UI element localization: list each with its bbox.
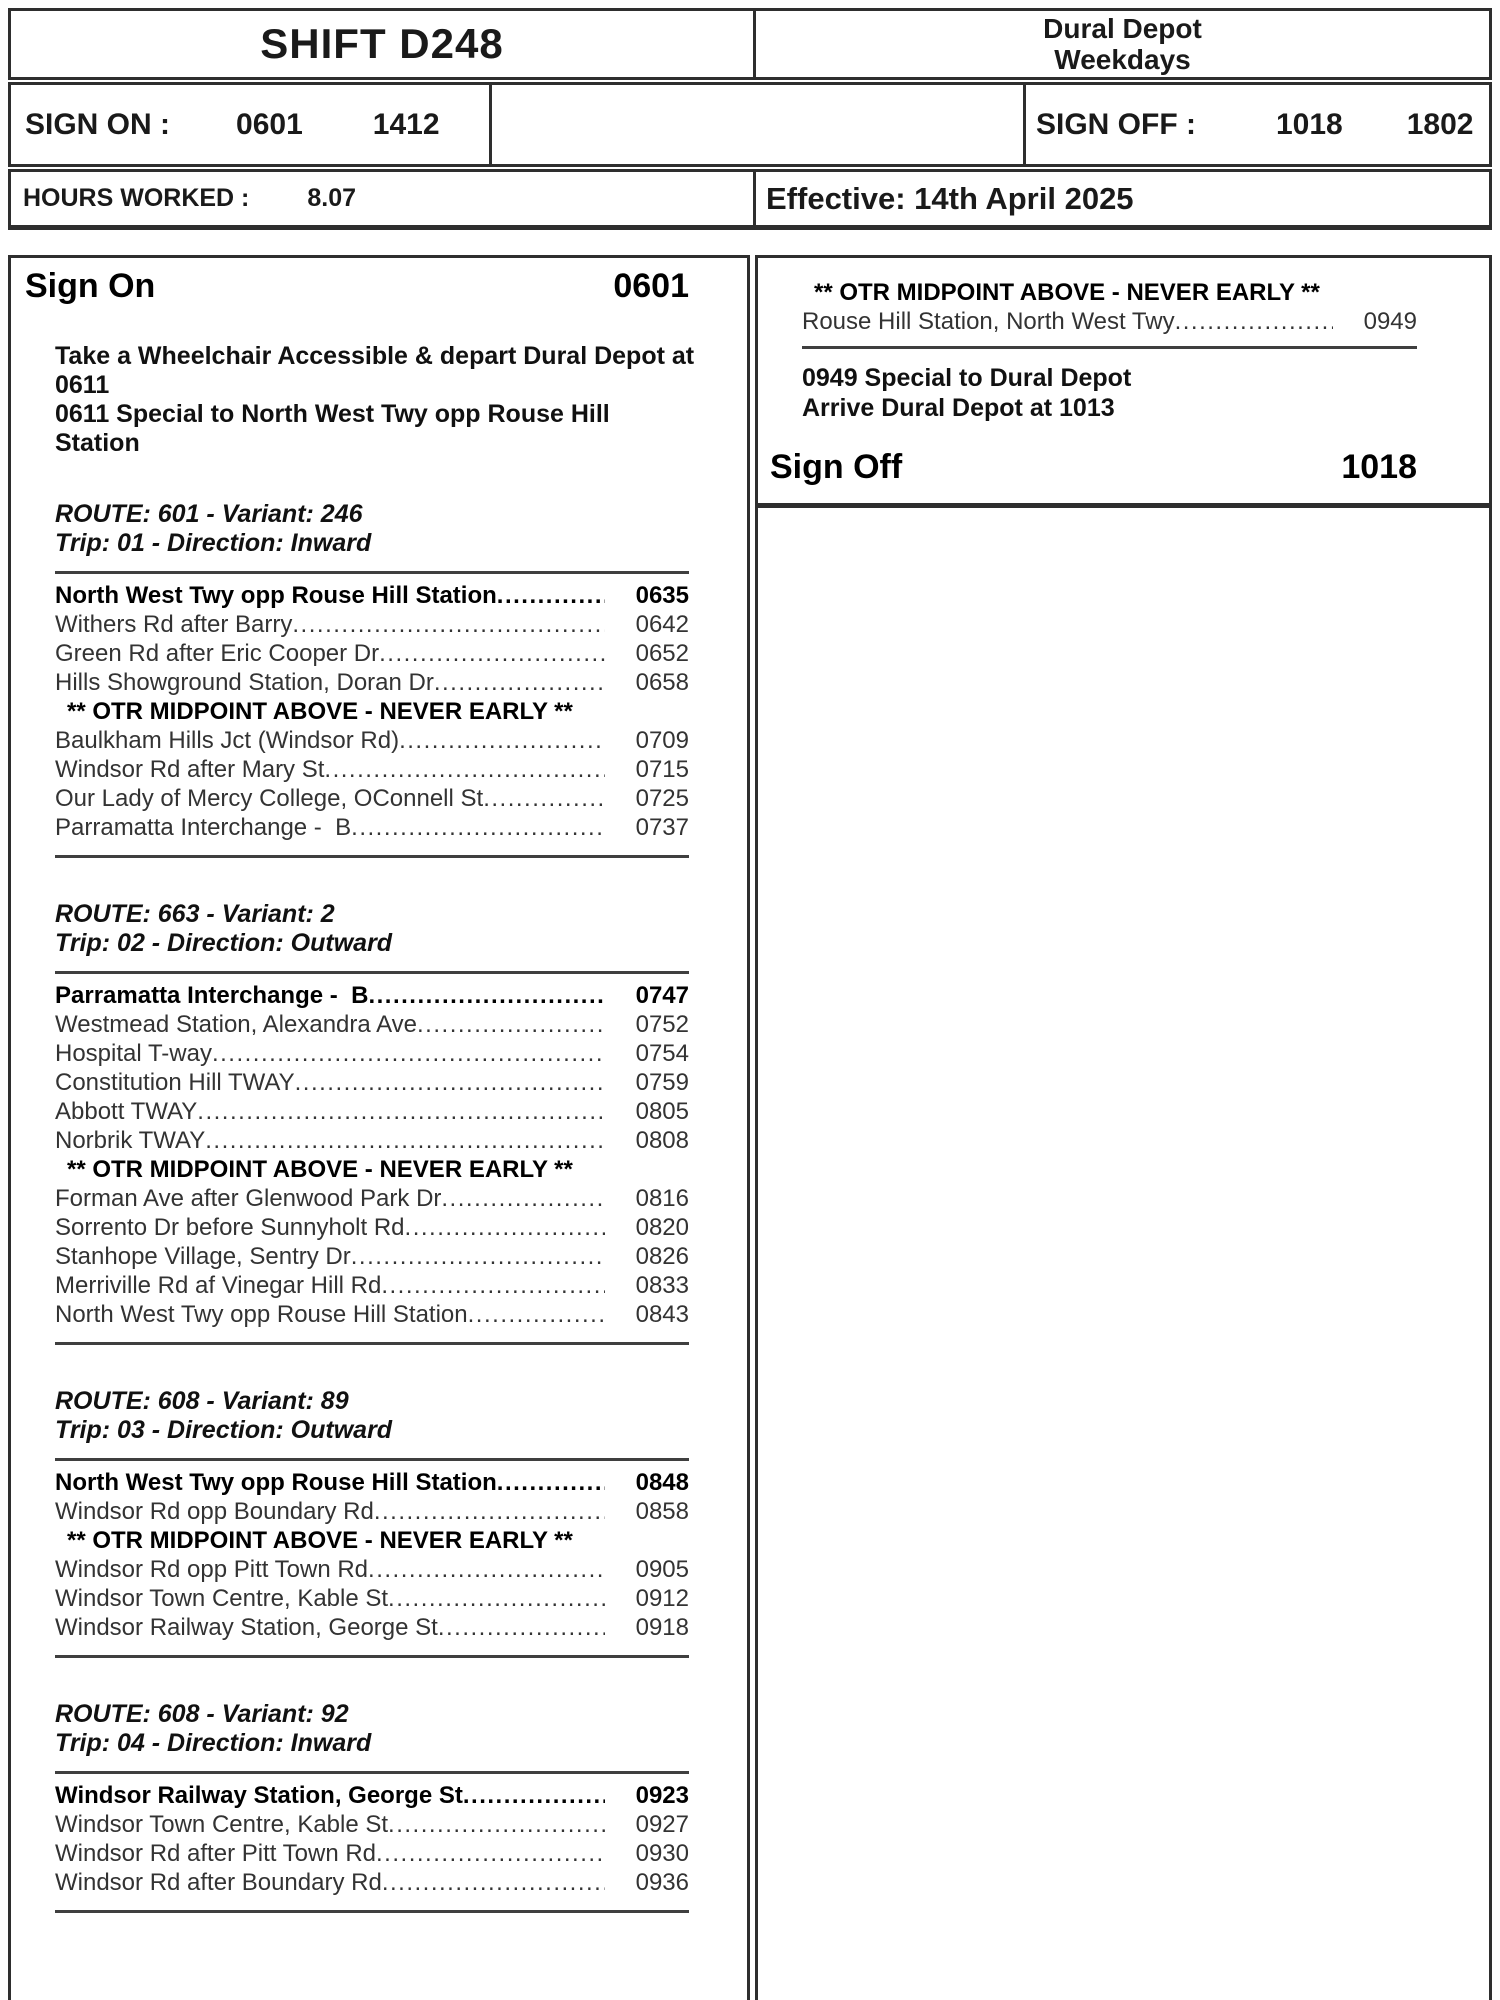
depot-departure-instructions	[55, 342, 695, 458]
route-line: ROUTE: 608 - Variant: 92	[55, 1700, 349, 1728]
dot-leader	[417, 1010, 605, 1039]
hours-worked-value: 8.07	[307, 184, 357, 212]
stop-time: 0905	[635, 1556, 689, 1583]
header-row-signtimes	[8, 82, 1492, 167]
stop-name: Hospital T-way	[55, 1040, 212, 1067]
dot-leader	[399, 726, 605, 755]
sign-off-label: SIGN OFF :	[1036, 107, 1196, 141]
dot-leader	[212, 1039, 605, 1068]
stop-time: 0843	[635, 1301, 689, 1328]
separator-rule	[55, 571, 689, 574]
stop-row	[55, 610, 689, 639]
stop-time: 0805	[635, 1098, 689, 1125]
sign-on-time-1: 0601	[236, 107, 303, 141]
stop-time: 0848	[635, 1469, 689, 1496]
duty-column-left	[8, 255, 750, 2000]
stop-time: 0833	[635, 1272, 689, 1299]
sign-on-heading	[25, 266, 689, 306]
stop-time: 0930	[635, 1840, 689, 1867]
stop-time: 0858	[635, 1498, 689, 1525]
trip-line: Trip: 02 - Direction: Outward	[55, 929, 393, 957]
separator-rule	[55, 1458, 689, 1461]
sign-on-cell	[11, 85, 492, 164]
sign-on-time-2: 1412	[372, 107, 440, 141]
dot-leader	[292, 610, 605, 639]
stop-row	[55, 813, 689, 842]
stop-name: Windsor Rd opp Pitt Town Rd	[55, 1556, 369, 1583]
dot-leader	[368, 981, 605, 1010]
effective-date: Effective: 14th April 2025	[766, 180, 1134, 216]
stop-row	[55, 1555, 689, 1584]
stop-row	[55, 1497, 689, 1526]
stop-time: 0725	[635, 785, 689, 812]
dot-leader	[351, 1242, 605, 1271]
depot-name: Dural Depot	[1043, 13, 1202, 44]
dot-leader	[376, 1839, 605, 1868]
dot-leader	[381, 1271, 605, 1300]
stop-name: Our Lady of Mercy College, OConnell St	[55, 785, 484, 812]
instruction-line: Take a Wheelchair Accessible & depart Dural Depot at	[55, 342, 695, 370]
stop-time: 0912	[635, 1585, 689, 1612]
return-to-depot-instructions	[802, 363, 1417, 423]
stop-row	[55, 1468, 689, 1497]
stop-name: Hills Showground Station, Doran Dr	[55, 669, 434, 696]
separator-rule	[802, 346, 1417, 349]
stop-row	[55, 668, 689, 697]
dot-leader	[438, 1613, 605, 1642]
stop-row	[55, 1010, 689, 1039]
stop-time: 0747	[635, 982, 689, 1009]
trip-line: Trip: 01 - Direction: Inward	[55, 529, 372, 557]
stop-time: 0918	[635, 1614, 689, 1641]
dot-leader	[388, 1584, 605, 1613]
stop-time: 0826	[635, 1243, 689, 1270]
hours-worked-cell	[11, 172, 756, 225]
dot-leader	[295, 1068, 605, 1097]
stop-name: Westmead Station, Alexandra Ave	[55, 1011, 418, 1038]
stop-row	[55, 1271, 689, 1300]
stop-time: 0658	[635, 669, 689, 696]
sign-off-heading-label: Sign Off	[770, 448, 903, 486]
stop-row	[55, 784, 689, 813]
stop-row	[55, 1242, 689, 1271]
dot-leader	[497, 581, 605, 610]
otr-midpoint-note: ** OTR MIDPOINT ABOVE - NEVER EARLY **	[814, 279, 1320, 306]
instruction-line: Station	[55, 429, 140, 457]
separator-rule	[55, 855, 689, 858]
stop-time: 0715	[635, 756, 689, 783]
trip-list	[25, 500, 689, 1913]
route-line: ROUTE: 608 - Variant: 89	[55, 1387, 349, 1415]
dot-leader	[324, 755, 605, 784]
route-line: ROUTE: 663 - Variant: 2	[55, 900, 335, 928]
dot-leader	[463, 1781, 605, 1810]
stop-time: 0652	[635, 640, 689, 667]
sign-on-heading-time: 0601	[613, 267, 689, 305]
dot-leader	[379, 639, 605, 668]
sign-off-heading	[770, 447, 1417, 487]
stop-row	[55, 1068, 689, 1097]
duty-end-rule	[758, 503, 1489, 508]
stop-row	[55, 755, 689, 784]
stop-row	[55, 1613, 689, 1642]
stop-name: Green Rd after Eric Cooper Dr	[55, 640, 380, 667]
route-header	[55, 500, 689, 558]
stop-time: 0936	[635, 1869, 689, 1896]
stop-name: North West Twy opp Rouse Hill Station	[55, 582, 497, 609]
otr-midpoint-note: ** OTR MIDPOINT ABOVE - NEVER EARLY **	[67, 1156, 573, 1183]
route-header	[55, 1387, 689, 1445]
dot-leader	[197, 1097, 605, 1126]
dot-leader	[441, 1184, 605, 1213]
stop-name: Parramatta Interchange - B	[55, 814, 352, 841]
blank-cell	[492, 85, 1026, 164]
shift-title: SHIFT D248	[260, 20, 504, 67]
dot-leader	[1175, 307, 1333, 336]
instruction-line: 0611	[55, 371, 110, 399]
route-header	[55, 900, 689, 958]
stop-name: Windsor Rd after Mary St	[55, 756, 325, 783]
stop-name: Parramatta Interchange - B	[55, 982, 369, 1009]
dot-leader	[205, 1126, 605, 1155]
duty-column-right	[755, 255, 1492, 2000]
stop-row	[55, 1839, 689, 1868]
stop-name: Norbrik TWAY	[55, 1127, 206, 1154]
stop-name: Withers Rd after Barry	[55, 611, 293, 638]
stop-row	[55, 1213, 689, 1242]
stop-row	[802, 307, 1417, 336]
dot-leader	[468, 1300, 605, 1329]
stop-time: 0709	[635, 727, 689, 754]
stop-row	[55, 1300, 689, 1329]
header-row-title	[8, 8, 1492, 80]
stop-name: Windsor Town Centre, Kable St	[55, 1811, 389, 1838]
final-stop-list	[802, 278, 1417, 336]
stop-time: 0752	[635, 1011, 689, 1038]
stop-time: 0816	[635, 1185, 689, 1212]
stop-row	[55, 639, 689, 668]
dot-leader	[405, 1213, 605, 1242]
stop-row	[55, 1126, 689, 1155]
stop-name: Windsor Rd after Pitt Town Rd	[55, 1840, 377, 1867]
hours-worked-label: HOURS WORKED :	[23, 184, 250, 212]
instruction-line: 0949 Special to Dural Depot	[802, 364, 1132, 392]
separator-rule	[55, 1342, 689, 1345]
stop-time: 0820	[635, 1214, 689, 1241]
sign-on-heading-label: Sign On	[25, 267, 156, 305]
stop-name: Windsor Railway Station, George St	[55, 1782, 463, 1809]
stop-name: Windsor Rd opp Boundary Rd	[55, 1498, 374, 1525]
otr-midpoint-note: ** OTR MIDPOINT ABOVE - NEVER EARLY **	[67, 698, 573, 725]
sign-off-heading-time: 1018	[1341, 448, 1417, 486]
stop-name: Windsor Rd after Boundary Rd	[55, 1869, 382, 1896]
stop-time: 0635	[635, 582, 689, 609]
stop-list	[55, 581, 689, 842]
stop-time: 0927	[635, 1811, 689, 1838]
stop-time: 0923	[635, 1782, 689, 1809]
stop-name: Constitution Hill TWAY	[55, 1069, 295, 1096]
stop-name: Baulkham Hills Jct (Windsor Rd)	[55, 727, 400, 754]
stop-row	[55, 1039, 689, 1068]
shift-title-cell	[11, 11, 756, 77]
stop-row	[55, 726, 689, 755]
stop-time: 0642	[635, 611, 689, 638]
header-row-hours	[8, 169, 1492, 230]
sign-off-time-2: 1802	[1406, 107, 1474, 141]
dot-leader	[388, 1810, 605, 1839]
stop-row	[55, 1810, 689, 1839]
dot-leader	[382, 1868, 605, 1897]
route-header	[55, 1700, 689, 1758]
instruction-line: 0611 Special to North West Twy opp Rouse Hill	[55, 400, 610, 428]
depot-daytype: Weekdays	[1054, 44, 1191, 75]
separator-rule	[55, 1655, 689, 1658]
stop-name: Windsor Railway Station, George St	[55, 1614, 438, 1641]
sign-off-cell	[1026, 85, 1489, 164]
stop-time: 0949	[1363, 308, 1417, 335]
separator-rule	[55, 1910, 689, 1913]
trip-line: Trip: 04 - Direction: Inward	[55, 1729, 372, 1757]
otr-midpoint-note: ** OTR MIDPOINT ABOVE - NEVER EARLY **	[67, 1527, 573, 1554]
dot-leader	[351, 813, 605, 842]
stop-row	[55, 1184, 689, 1213]
stop-list	[55, 1781, 689, 1897]
stop-name: North West Twy opp Rouse Hill Station	[55, 1301, 468, 1328]
dot-leader	[374, 1497, 605, 1526]
dot-leader	[434, 668, 605, 697]
stop-name: North West Twy opp Rouse Hill Station	[55, 1469, 497, 1496]
stop-time: 0737	[635, 814, 689, 841]
stop-row	[55, 1584, 689, 1613]
stop-name: Rouse Hill Station, North West Twy	[802, 308, 1175, 335]
stop-name: Stanhope Village, Sentry Dr	[55, 1243, 351, 1270]
trip-line: Trip: 03 - Direction: Outward	[55, 1416, 393, 1444]
stop-time: 0759	[635, 1069, 689, 1096]
depot-cell	[756, 11, 1489, 77]
stop-row	[55, 581, 689, 610]
stop-list	[55, 981, 689, 1329]
stop-time: 0808	[635, 1127, 689, 1154]
dot-leader	[497, 1468, 605, 1497]
stop-name: Forman Ave after Glenwood Park Dr	[55, 1185, 442, 1212]
instruction-line: Arrive Dural Depot at 1013	[802, 394, 1115, 422]
stop-time: 0754	[635, 1040, 689, 1067]
sign-off-time-1: 1018	[1276, 107, 1343, 141]
stop-list	[55, 1468, 689, 1642]
stop-name: Abbott TWAY	[55, 1098, 198, 1125]
stop-name: Sorrento Dr before Sunnyholt Rd	[55, 1214, 405, 1241]
separator-rule	[55, 1771, 689, 1774]
stop-row	[55, 1781, 689, 1810]
dot-leader	[368, 1555, 605, 1584]
stop-row	[55, 1097, 689, 1126]
stop-row	[55, 981, 689, 1010]
route-line: ROUTE: 601 - Variant: 246	[55, 500, 363, 528]
sign-on-label: SIGN ON :	[25, 107, 171, 141]
dot-leader	[483, 784, 605, 813]
stop-row	[55, 1868, 689, 1897]
stop-name: Windsor Town Centre, Kable St	[55, 1585, 389, 1612]
stop-name: Merriville Rd af Vinegar Hill Rd	[55, 1272, 382, 1299]
separator-rule	[55, 971, 689, 974]
